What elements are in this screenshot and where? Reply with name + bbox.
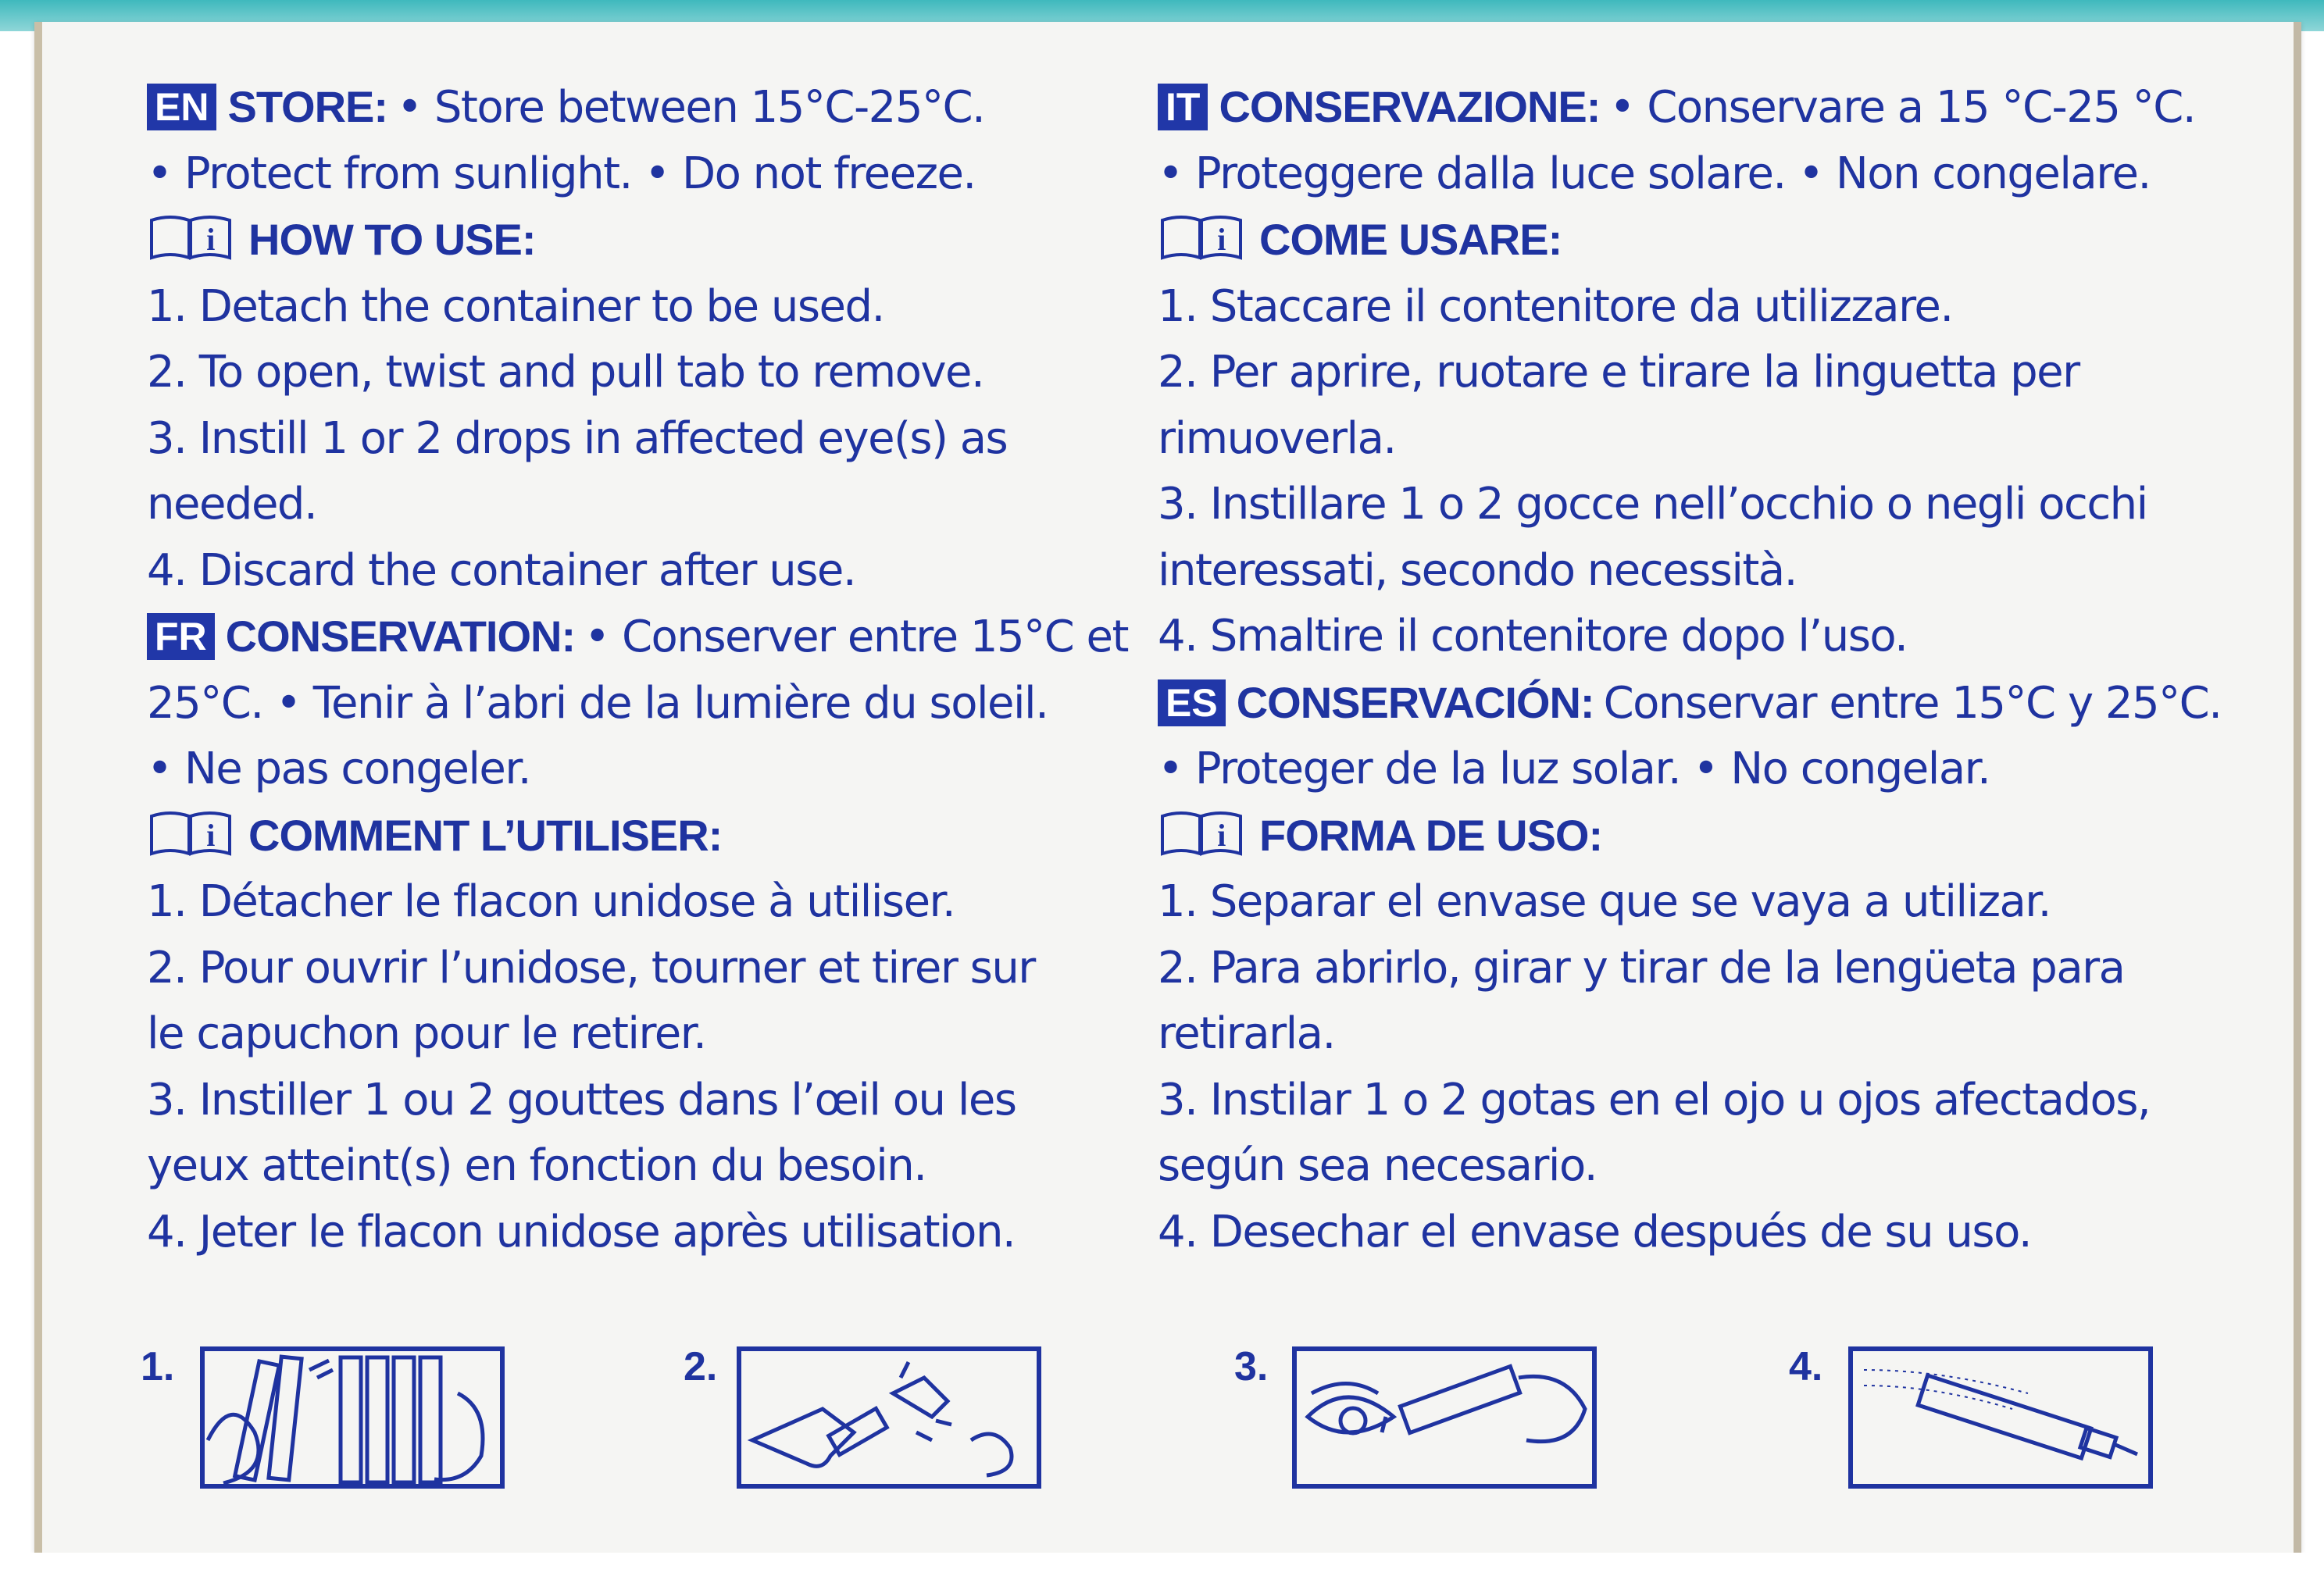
it-step: 2. Per aprire, ruotare e tirare la linguetta per	[1158, 347, 2079, 398]
es-step: retirarla.	[1158, 1008, 1335, 1059]
fr-store-text-2: 25°C. • Tenir à l’abri de la lumière du soleil.	[147, 677, 1048, 729]
fr-howto-heading: COMMENT L’UTILISER:	[248, 810, 723, 860]
es-store-heading: CONSERVACIÓN:	[1236, 677, 1594, 727]
info-book-icon	[1158, 212, 1245, 261]
svg-text:i: i	[1217, 222, 1225, 257]
info-book-icon	[147, 808, 234, 857]
fr-step: le capuchon pour le retirer.	[147, 1008, 706, 1059]
es-store-text-2: • Proteger de la luz solar. • No congelar.	[1158, 744, 1990, 794]
it-store-line	[1158, 74, 2267, 141]
en-store-text-1: • Store between 15°C-25°C.	[397, 82, 985, 133]
es-step: según sea necesario.	[1158, 1140, 1598, 1191]
fr-store-text-1: • Conserver entre 15°C et	[584, 612, 1128, 662]
it-step: interessati, secondo necessità.	[1158, 544, 1797, 596]
en-step: 3. Instill 1 or 2 drops in affected eye(s) as	[147, 412, 1008, 464]
box-bottom-edge	[0, 1553, 2324, 1580]
info-book-icon	[1158, 808, 1245, 857]
es-step: 2. Para abrirlo, girar y tirar de la lengüeta para	[1158, 942, 2125, 993]
fr-store-heading: CONSERVATION:	[225, 612, 576, 661]
illustration-number: 2.	[684, 1344, 718, 1389]
lang-tag-es: ES	[1158, 679, 1226, 726]
fr-store-text-3: • Ne pas congeler.	[147, 744, 531, 794]
es-howto-heading: FORMA DE USO:	[1259, 810, 1603, 860]
fr-step: 2. Pour ouvrir l’unidose, tourner et tirer sur	[147, 942, 1035, 993]
svg-text:i: i	[206, 222, 214, 257]
illustration-step-3	[1234, 1343, 1609, 1492]
illustration-number: 1.	[141, 1344, 175, 1389]
it-step: rimuoverla.	[1158, 412, 1396, 464]
lang-tag-en: EN	[147, 84, 216, 130]
es-step: 1. Separar el envase que se vaya a utilizar.	[1158, 876, 2051, 927]
it-store-text-2: • Proteggere dalla luce solare. • Non congelare.	[1158, 148, 2151, 199]
en-store-heading: STORE:	[227, 82, 388, 131]
fr-step: 1. Détacher le flacon unidose à utiliser.	[147, 876, 955, 927]
en-howto-heading: HOW TO USE:	[248, 215, 536, 264]
fr-store-line	[147, 604, 1139, 671]
es-store-text-1: Conservar entre 15°C y 25°C.	[1603, 677, 2222, 729]
it-howto-heading: COME USARE:	[1259, 215, 1562, 264]
es-step: 4. Desechar el envase después de su uso.	[1158, 1206, 2032, 1257]
fr-step: yeux atteint(s) en fonction du besoin.	[147, 1140, 926, 1191]
illustration-step-4	[1789, 1343, 2164, 1492]
detach-vials-illustration	[200, 1346, 505, 1489]
info-book-icon	[147, 212, 234, 261]
it-step: 1. Staccare il contenitore da utilizzare.	[1158, 280, 1953, 332]
en-store-line	[147, 74, 1139, 141]
en-howto-line	[147, 207, 1139, 274]
it-step: 3. Instillare 1 o 2 gocce nell’occhio o negli occhi	[1158, 479, 2147, 530]
twist-open-illustration	[737, 1346, 1041, 1489]
fr-step: 3. Instiller 1 ou 2 gouttes dans l’œil ou les	[147, 1074, 1016, 1125]
fr-howto-line	[147, 803, 1139, 870]
lang-tag-fr: FR	[147, 613, 215, 660]
lang-tag-it: IT	[1158, 84, 1208, 130]
en-step: 2. To open, twist and pull tab to remove.	[147, 347, 984, 398]
illustration-step-2	[684, 1343, 1058, 1492]
discard-container-illustration	[1848, 1346, 2153, 1489]
svg-text:i: i	[1217, 817, 1225, 853]
en-step: needed.	[147, 479, 317, 530]
illustration-step-1	[141, 1343, 516, 1492]
instill-drops-illustration	[1292, 1346, 1597, 1489]
it-store-text-1: • Conservare a 15 °C-25 °C.	[1609, 82, 2196, 133]
right-column	[1158, 74, 2267, 1265]
left-column	[147, 74, 1139, 1265]
es-store-line	[1158, 670, 2267, 737]
it-howto-line	[1158, 207, 2267, 274]
es-howto-line	[1158, 803, 2267, 870]
en-store-text-2: • Protect from sunlight. • Do not freeze.	[147, 148, 976, 199]
fr-step: 4. Jeter le flacon unidose après utilisation.	[147, 1206, 1016, 1257]
en-step: 1. Detach the container to be used.	[147, 280, 884, 332]
svg-text:i: i	[206, 817, 214, 853]
illustration-number: 3.	[1234, 1344, 1269, 1389]
it-step: 4. Smaltire il contenitore dopo l’uso.	[1158, 611, 1908, 662]
illustration-number: 4.	[1789, 1344, 1823, 1389]
en-step: 4. Discard the container after use.	[147, 544, 856, 596]
it-store-heading: CONSERVAZIONE:	[1219, 82, 1601, 131]
es-step: 3. Instilar 1 o 2 gotas en el ojo u ojos afectados,	[1158, 1074, 2151, 1125]
